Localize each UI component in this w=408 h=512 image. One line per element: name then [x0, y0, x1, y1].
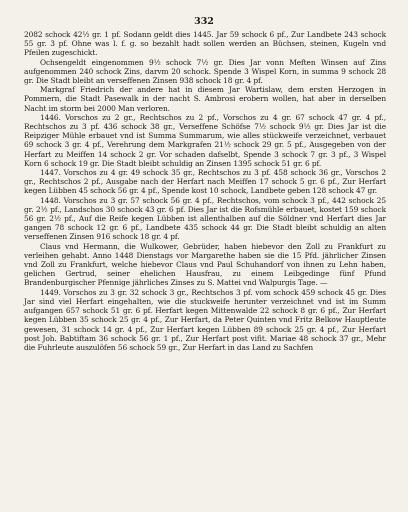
body-text	[24, 30, 386, 352]
paragraph: 1446. Vorschos zu 2 gr., Rechtschos zu 2 pf., Vorschos zu 4 gr. 67 schock 47 gr. 4 pf., Rechtschos zu 3 pf. 436 schock 38 gr., Verseffene Schöfse 7½ schock 9½ gr. Dies Jar ist die Reipziger Mühle erbauet vnd ist Summa Summarum, wie alles stückweife verzeichnet, verbauet 69 schock 3 gr. 4 pf., Verehrung dem Markgrafen 21½ schock 29 gr. 5 pf., Ausgegeben von der Herfart zu Meiffen 14 schock 2 gr. Vor schaden dafselbt, Spende 3 schock 7 gr. 3 pf., 3 Wispel Korn 6 schock 19 gr. Die Stadt bleibt schuldig an Zinsen 1395 schock 51 gr. 6 pf.	[24, 112, 386, 168]
paragraph: Claus vnd Hermann, die Wulkower, Gebrüder, haben hiebevor den Zoll zu Frankfurt zu verleihen gehabt. Anno 1448 Dienstags vor Margarethe haben sie die 15 Pfd. jährlicher Zinsen vnd Zoll zu Frankfurt, welche hiebevor Claus vnd Paul Schuhandorf von ihnen zu Lehn haben, gelichen Gertrud, seiner ehelichen Hausfrau, zu einem Leibgedinge fünf Pfund Brandenburgischer Pfennige jährliches Zinses zu S. Mattei vnd Walpurgis Tage. —	[24, 241, 386, 288]
paragraph: 2082 schock 42½ gr. 1 pf. Sodann geldt dies 1445. Jar 59 schock 6 pf., Zur Landbete 243 schock 55 gr. 3 pf. Ohne was l. f. g. so bezahlt hadt sollen werden an Büchsen, steinen, Kugeln vnd Pfeilen zugeschickt.	[24, 30, 386, 58]
paragraph: Markgraf Friedrich der andere hat in diesem Jar Wartislaw, dem ersten Herzogen in Pommern, die Stadt Pasewalk in der nacht S. Ambrosi erobern wollen, hat aber in derselben Nacht im storm bei 2000 Man verloren.	[24, 85, 386, 113]
paragraph: 1448. Vorschos zu 3 gr. 57 schock 56 gr. 4 pf., Rechtschos, vom schock 3 pf., 442 schock 25 gr. 2½ pf., Landschos 30 schock 43 gr. 6 pf. Dies Jar ist die Rofsmühle erbauet, kostet 159 schock 56 gr. 2½ pf., Auf die Reife kegen Lübben ist allenthalben auf die Söldner vnd Herfart dies Jar gangen 78 schock 12 gr. 6 pf., Landbete 435 schock 44 gr. Die Stadt bleibt schuldig an alten verseffenen Zinsen 916 schock 18 gr. 4 pf.	[24, 195, 386, 242]
page-number: 332	[194, 16, 214, 27]
paragraph: 1447. Vorschos zu 4 gr. 49 schock 35 gr., Rechtschos zu 3 pf. 458 schock 36 gr., Vorschos 2 gr., Rechtschos 2 pf., Ausgabe nach der Herfart nach Meiffen 17 schock 5 gr. 6 pf., Zur Herfart kegen Lübben 45 schock 56 gr. 4 pf., Spende kost 10 schock, Landbete geben 128 schock 47 gr.	[24, 168, 386, 196]
paragraph: Ochsengeldt eingenommen 9½ schock 7½ gr. Dies Jar vonn Meften Winsen auf Zins aufgenommen 240 schock Zins, darvm 20 schock. Spende 3 Wispel Korn, in summa 9 schock 28 gr. Die Stadt bleibt an verseffenen Zinsen 938 schock 18 gr. 4 pf.	[24, 57, 386, 86]
paragraph: 1449. Vorschos zu 3 gr. 32 schock 3 gr., Rechtschos 3 pf. vom schock 459 schock 45 gr. Dies Jar sind viel Herfart eingehalten, wie die stuckweife herunter verzeichnet vnd ist im Summ aufgangen 657 schock 51 gr. 6 pf. Herfart kegen Mittenwalde 22 schock 8 gr. 6 pf., Zur Herfart kegen Lübben 35 schock 25 gr. 4 pf., Zur Herfart, da Peter Quinten vnd Fritz Belkow Hauptleute gewesen, 31 schock 14 gr. 4 pf., Zur Herfart kegen Lübben 89 schock 25 gr. 4 pf., Zur Herfart post Joh. Babtiftam 36 schock 56 gr. 1 pf., Zur Herfart post vifit. Mariae 48 schock 37 gr., Mehr die Fuhrleute auszulöfen 56 schock 59 gr., Zur Herfart in das Land zu Sachfen	[24, 287, 386, 352]
